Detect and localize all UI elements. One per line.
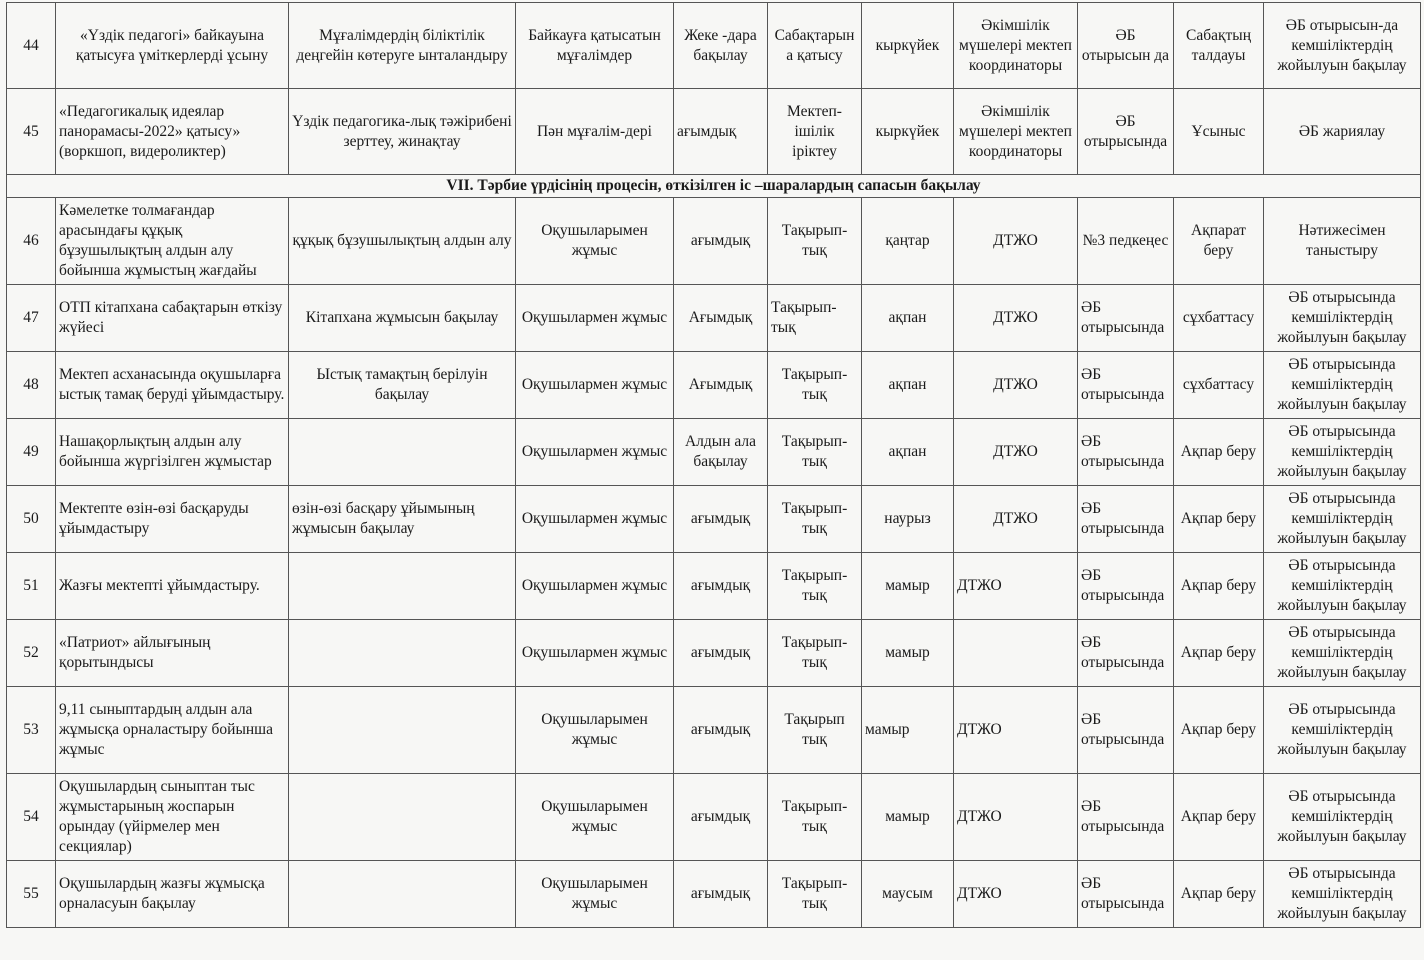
control-type: Ағымдық — [674, 352, 768, 419]
control-topic: Оқушылардың сыныптан тыс жұмыстарының жоспарын орындау (үйірмелер мен секциялар) — [56, 774, 289, 861]
control-object: Оқушылармен жұмыс — [516, 620, 674, 687]
control-object: Оқушыларымен жұмыс — [516, 687, 674, 774]
control-method: Тақырып-тық — [768, 352, 862, 419]
control-responsible: ДТЖО — [954, 774, 1078, 861]
control-term: кыркүйек — [862, 3, 954, 89]
table-row — [7, 89, 1421, 175]
control-type: ағымдық — [674, 687, 768, 774]
control-term: ақпан — [862, 352, 954, 419]
table-row — [7, 620, 1421, 687]
control-review: Ақпар беру — [1174, 774, 1264, 861]
control-topic: 9,11 сыныптардың алдын ала жұмысқа орналастыру бойынша жұмыс — [56, 687, 289, 774]
control-result: ӘБ отырысында кемшіліктердің жойылуын бақылау — [1264, 419, 1421, 486]
control-goal: Ыстық тамақтың берілуін бақылау — [289, 352, 516, 419]
table-row — [7, 352, 1421, 419]
control-object: Оқушылармен жұмыс — [516, 553, 674, 620]
control-result: ӘБ отырысында кемшіліктердің жойылуын бақылау — [1264, 861, 1421, 928]
control-method: Мектеп-ішілік іріктеу — [768, 89, 862, 175]
control-object: Байкауға қатысатын мұғалімдер — [516, 3, 674, 89]
control-object: Оқушылармен жұмыс — [516, 419, 674, 486]
control-place: №3 педкеңес — [1078, 198, 1174, 285]
control-place: ӘБ отырысында — [1078, 687, 1174, 774]
control-place: ӘБ отырысында — [1078, 774, 1174, 861]
section-header-row — [7, 175, 1421, 198]
control-result: ӘБ отырысында кемшіліктердің жойылуын бақылау — [1264, 486, 1421, 553]
control-term: маусым — [862, 861, 954, 928]
control-type: Жеке -дара бақылау — [674, 3, 768, 89]
control-responsible: ДТЖО — [954, 486, 1078, 553]
row-number: 47 — [7, 285, 56, 352]
control-method: Сабақтарын а қатысу — [768, 3, 862, 89]
control-review: сұхбаттасу — [1174, 352, 1264, 419]
control-method: Тақырып-тық — [768, 419, 862, 486]
control-review: Ақпар беру — [1174, 553, 1264, 620]
control-responsible: ДТЖО — [954, 553, 1078, 620]
control-object: Оқушыларымен жұмыс — [516, 198, 674, 285]
control-goal: Мұғалімдердің біліктілік деңгейін көтеруге ынталандыру — [289, 3, 516, 89]
control-term: ақпан — [862, 285, 954, 352]
row-number: 50 — [7, 486, 56, 553]
control-goal — [289, 419, 516, 486]
control-plan-table — [6, 2, 1421, 928]
row-number: 44 — [7, 3, 56, 89]
control-type: ағымдық — [674, 861, 768, 928]
control-review: Ұсыныс — [1174, 89, 1264, 175]
control-method: Тақырып-тық — [768, 861, 862, 928]
row-number: 49 — [7, 419, 56, 486]
section-title: VII. Тәрбие үрдісінің процесін, өткізілген іс –шаралардың сапасын бақылау — [7, 175, 1421, 198]
control-goal — [289, 553, 516, 620]
control-result: ӘБ отырысында кемшіліктердің жойылуын бақылау — [1264, 553, 1421, 620]
control-term: қаңтар — [862, 198, 954, 285]
control-method: Тақырып-тық — [768, 553, 862, 620]
control-topic: «Педагогикалық идеялар панорамасы-2022» қатысу» (воркшоп, видероликтер) — [56, 89, 289, 175]
table-row — [7, 285, 1421, 352]
control-result: ӘБ отырысында кемшіліктердің жойылуын бақылау — [1264, 687, 1421, 774]
control-goal — [289, 774, 516, 861]
control-object: Оқушылармен жұмыс — [516, 486, 674, 553]
row-number: 53 — [7, 687, 56, 774]
control-method: Тақырып-тық — [768, 198, 862, 285]
control-method: Тақырып-тық — [768, 486, 862, 553]
control-goal: өзін-өзі басқару ұйымының жұмысын бақылау — [289, 486, 516, 553]
control-result: ӘБ отырысында кемшіліктердің жойылуын бақылау — [1264, 352, 1421, 419]
control-method: Тақырып-тық — [768, 285, 862, 352]
control-term: кыркүйек — [862, 89, 954, 175]
row-number: 55 — [7, 861, 56, 928]
control-term: мамыр — [862, 774, 954, 861]
control-type: ағымдық — [674, 553, 768, 620]
control-review: Ақпар беру — [1174, 861, 1264, 928]
control-review: сұхбаттасу — [1174, 285, 1264, 352]
control-place: ӘБ отырысында — [1078, 553, 1174, 620]
control-term: ақпан — [862, 419, 954, 486]
row-number: 52 — [7, 620, 56, 687]
control-responsible: ДТЖО — [954, 285, 1078, 352]
control-object: Пән мұғалім-дері — [516, 89, 674, 175]
control-place: ӘБ отырысында — [1078, 486, 1174, 553]
table-row — [7, 861, 1421, 928]
control-result: ӘБ отырысында кемшіліктердің жойылуын бақылау — [1264, 620, 1421, 687]
control-type: ағымдық — [674, 774, 768, 861]
control-result: ӘБ жариялау — [1264, 89, 1421, 175]
control-goal — [289, 687, 516, 774]
table-row — [7, 486, 1421, 553]
control-responsible: ДТЖО — [954, 352, 1078, 419]
control-object: Оқушылармен жұмыс — [516, 352, 674, 419]
control-review: Ақпар беру — [1174, 486, 1264, 553]
table-row — [7, 774, 1421, 861]
row-number: 51 — [7, 553, 56, 620]
control-type: Ағымдық — [674, 285, 768, 352]
control-responsible: ДТЖО — [954, 419, 1078, 486]
control-result: ӘБ отырысында кемшіліктердің жойылуын бақылау — [1264, 285, 1421, 352]
control-review: Ақпар беру — [1174, 620, 1264, 687]
control-topic: «Патриот» айлығының қорытындысы — [56, 620, 289, 687]
control-goal: Кітапхана жұмысын бақылау — [289, 285, 516, 352]
control-result: ӘБ отырысын-да кемшіліктердің жойылуын бақылау — [1264, 3, 1421, 89]
control-review: Сабақтың талдауы — [1174, 3, 1264, 89]
control-topic: Жазғы мектепті ұйымдастыру. — [56, 553, 289, 620]
control-topic: Нашақорлықтың алдын алу бойынша жүргізілген жұмыстар — [56, 419, 289, 486]
control-type: ағымдық — [674, 89, 768, 175]
row-number: 48 — [7, 352, 56, 419]
control-place: ӘБ отырысында — [1078, 89, 1174, 175]
control-responsible: ДТЖО — [954, 861, 1078, 928]
control-responsible: Әкімшілік мүшелері мектеп координаторы — [954, 89, 1078, 175]
table-row — [7, 553, 1421, 620]
control-place: ӘБ отырысында — [1078, 285, 1174, 352]
control-result: Нәтижесімен таныстыру — [1264, 198, 1421, 285]
control-goal: Үздік педагогика-лық тәжірибені зерттеу, жинақтау — [289, 89, 516, 175]
table-row — [7, 687, 1421, 774]
control-topic: Мектеп асханасында оқушыларға ыстық тамақ беруді ұйымдастыру. — [56, 352, 289, 419]
control-type: ағымдық — [674, 198, 768, 285]
table-row — [7, 419, 1421, 486]
control-review: Ақпар беру — [1174, 687, 1264, 774]
control-method: Тақырып тық — [768, 687, 862, 774]
row-number: 54 — [7, 774, 56, 861]
control-term: мамыр — [862, 687, 954, 774]
control-place: ӘБ отырысында — [1078, 352, 1174, 419]
control-place: ӘБ отырысында — [1078, 419, 1174, 486]
control-term: мамыр — [862, 553, 954, 620]
control-result: ӘБ отырысында кемшіліктердің жойылуын бақылау — [1264, 774, 1421, 861]
control-object: Оқушылармен жұмыс — [516, 285, 674, 352]
control-responsible: Әкімшілік мүшелері мектеп координаторы — [954, 3, 1078, 89]
control-method: Тақырып-тық — [768, 774, 862, 861]
control-topic: ОТП кітапхана сабақтарын өткізу жүйесі — [56, 285, 289, 352]
control-topic: Мектепте өзін-өзі басқаруды ұйымдастыру — [56, 486, 289, 553]
control-place: ӘБ отырысында — [1078, 620, 1174, 687]
control-responsible — [954, 620, 1078, 687]
control-topic: Оқушылардың жазғы жұмысқа орналасуын бақылау — [56, 861, 289, 928]
control-review: Ақпарат беру — [1174, 198, 1264, 285]
control-term: мамыр — [862, 620, 954, 687]
control-goal — [289, 861, 516, 928]
control-responsible: ДТЖО — [954, 687, 1078, 774]
control-goal: құқық бұзушылықтың алдын алу — [289, 198, 516, 285]
control-type: ағымдық — [674, 486, 768, 553]
control-responsible: ДТЖО — [954, 198, 1078, 285]
control-object: Оқушыларымен жұмыс — [516, 861, 674, 928]
control-place: ӘБ отырысында — [1078, 861, 1174, 928]
control-topic: «Үздік педагогі» байкауына қатысуға үміткерлерді ұсыну — [56, 3, 289, 89]
table-row — [7, 198, 1421, 285]
control-type: ағымдық — [674, 620, 768, 687]
control-place: ӘБ отырысын да — [1078, 3, 1174, 89]
control-method: Тақырып-тық — [768, 620, 862, 687]
row-number: 45 — [7, 89, 56, 175]
control-review: Ақпар беру — [1174, 419, 1264, 486]
control-term: наурыз — [862, 486, 954, 553]
table-row — [7, 3, 1421, 89]
control-type: Алдын ала бақылау — [674, 419, 768, 486]
control-topic: Кәмелетке толмағандар арасындағы құқық бұзушылықтың алдын алу бойынша жұмыстың жағдайы — [56, 198, 289, 285]
control-goal — [289, 620, 516, 687]
row-number: 46 — [7, 198, 56, 285]
control-object: Оқушыларымен жұмыс — [516, 774, 674, 861]
